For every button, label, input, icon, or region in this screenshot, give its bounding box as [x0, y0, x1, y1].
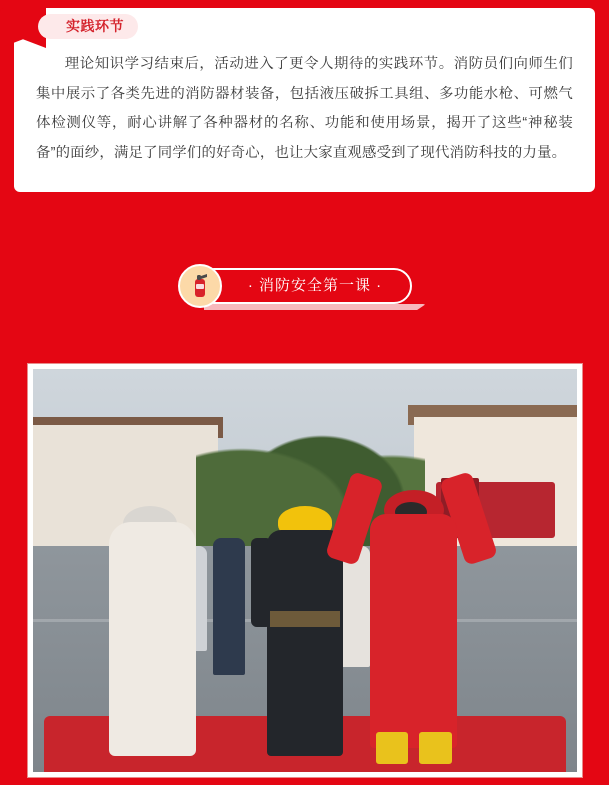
- photo-frame: [27, 363, 583, 778]
- photo-person-white-suit: [109, 522, 196, 756]
- photo-person-red-suit: [370, 514, 457, 748]
- practice-section-card: [14, 8, 595, 192]
- banner-band: [0, 200, 609, 340]
- drill-photo: [33, 369, 577, 772]
- photo-person-black-gear: [267, 530, 343, 756]
- section-tag-row: [14, 8, 595, 44]
- photo-person-red-boot-right: [419, 732, 452, 764]
- banner-ribbon: [196, 268, 418, 306]
- banner-title: · 消防安全第一课 ·: [196, 268, 412, 304]
- article-paragraph: 理论知识学习结束后，活动进入了更令人期待的实践环节。消防员们向师生们集中展示了各类先进的消防器材装备，包括液压破拆工具组、多功能水枪、可燃气体检测仪等，耐心讲解了各种器材的名称、功能和使用场景，揭开了这些“神秘装备”的面纱，满足了同学们的好奇心，也让大家直观感受到了现代消防科技的力量。: [36, 56, 573, 161]
- ribbon-shadow: [204, 304, 426, 310]
- photo-person-red-boot-left: [376, 732, 409, 764]
- fire-extinguisher-icon: [178, 264, 222, 308]
- section-tag-label: 实践环节: [38, 14, 138, 39]
- article-body: [14, 44, 595, 192]
- fire-extinguisher-glyph: [191, 273, 209, 299]
- photo-person-black-belt: [270, 611, 341, 627]
- photo-bystander-1: [213, 538, 246, 675]
